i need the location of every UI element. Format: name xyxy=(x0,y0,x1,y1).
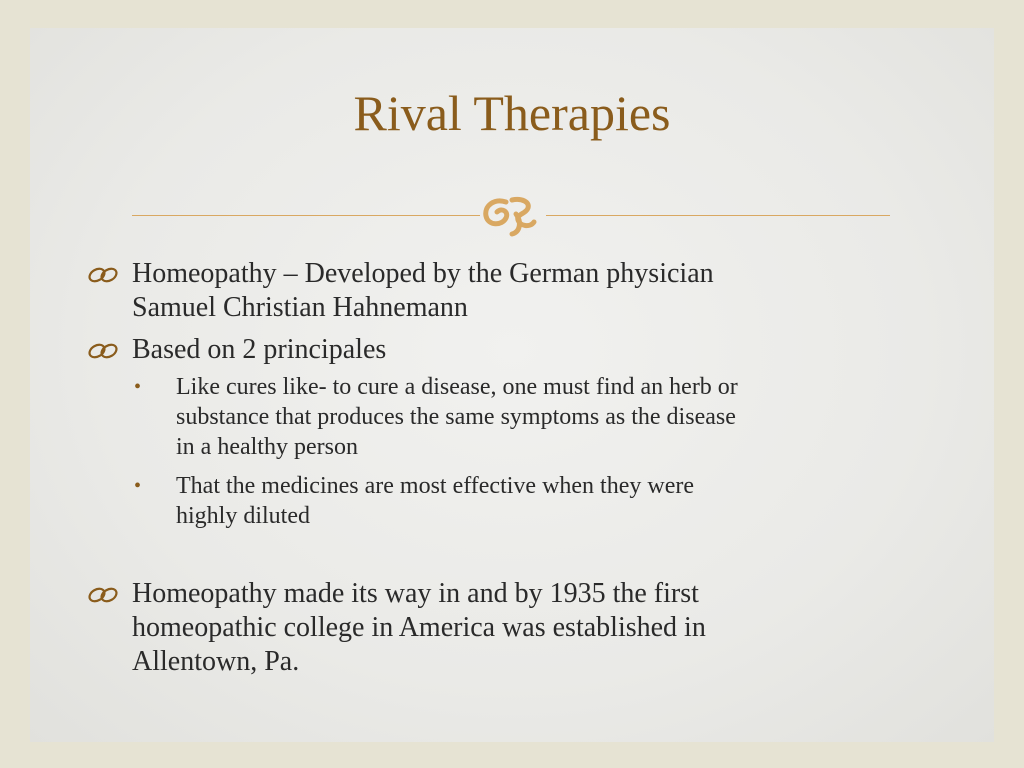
sub-bullet-text: Like cures like- to cure a disease, one must find an herb or substance that produces the same symptoms as the disease in a healthy person xyxy=(176,374,738,460)
title-divider-right xyxy=(546,215,890,216)
chain-link-bullet-icon xyxy=(84,339,124,363)
bullet-text: Homeopathy made its way in and by 1935 the first homeopathic college in America was established in Allentown, Pa. xyxy=(132,578,706,677)
sub-bullet-dot: • xyxy=(134,475,142,497)
bullet-text: Based on 2 principales xyxy=(132,334,387,365)
flourish-icon xyxy=(476,192,548,240)
title-divider-left xyxy=(132,215,480,216)
chain-link-bullet-icon xyxy=(84,583,124,607)
slide-title: Rival Therapies xyxy=(353,85,671,141)
bullet-text: Homeopathy – Developed by the German physician Samuel Christian Hahnemann xyxy=(132,258,714,323)
sub-bullet-dot: • xyxy=(134,376,142,398)
chain-link-bullet-icon xyxy=(84,263,124,287)
sub-bullet-text: That the medicines are most effective when they were highly diluted xyxy=(176,473,695,529)
